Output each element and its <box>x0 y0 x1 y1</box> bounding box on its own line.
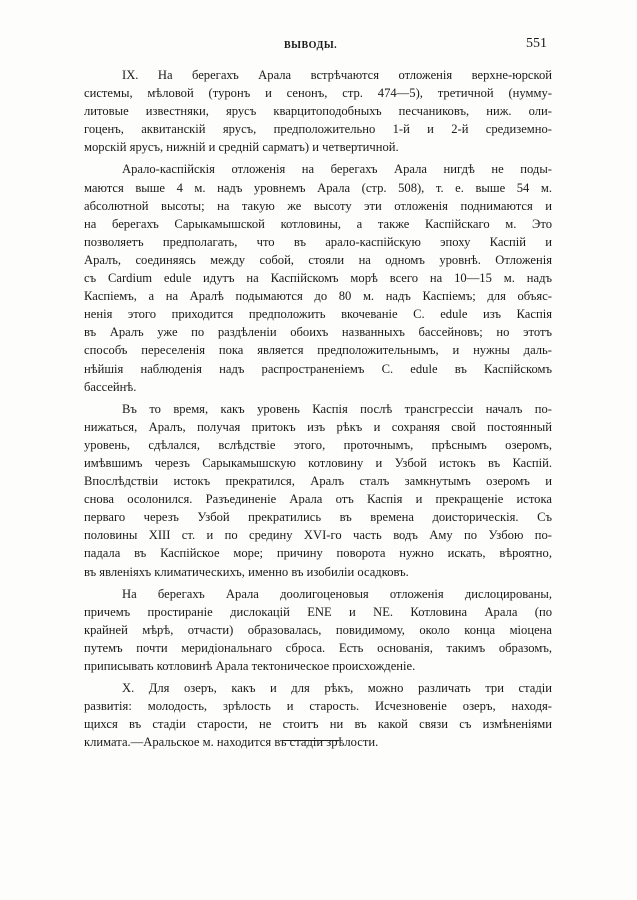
text-line: литовые известняки, ярусъ кварцитоподобныхъ песчаниковъ, ниж. оли- <box>84 104 552 119</box>
end-rule <box>283 740 339 741</box>
text-line: въ явленіяхъ климатическихъ, именно въ изобиліи осадковъ. <box>84 564 409 579</box>
text-line: абсолютной высоты; на такую же высоту эти отложенія поднимаются и <box>84 198 552 213</box>
text-line: бассейнѣ. <box>84 379 137 394</box>
text-line: снова осолонился. Разъединеніе Арала отъ Каспія и прекращеніе истока <box>84 492 552 507</box>
body-text <box>84 66 552 755</box>
text-line: На берегахъ Арала доолигоценовыя отложенія дислоцированы, <box>122 586 552 601</box>
text-line: климата.—Аральское м. находится въ стадіи зрѣлости. <box>84 735 379 750</box>
paragraph-tectonics <box>84 585 552 675</box>
text-line: приписывать котловинѣ Арала тектоническое происхожденіе. <box>84 659 416 673</box>
text-line: падала въ Каспійское море; причину поворота нужно искать, вѣроятно, <box>84 546 552 561</box>
text-line: путемъ почти меридіональнаго сброса. Есть основанія, такимъ образомъ, <box>84 640 552 655</box>
running-title: ВЫВОДЫ. <box>284 40 338 51</box>
paragraph-aral-history <box>84 400 552 581</box>
text-line: системы, мѣловой (туронъ и сенонъ, стр. 474—5), третичной (нумму- <box>84 86 552 101</box>
text-line: способъ переселенія пока является предположительнымъ, и нужны даль- <box>84 343 552 358</box>
text-line: морскій ярусъ, нижній и средній сарматъ) и четвертичной. <box>84 140 399 155</box>
paragraph-ix-geology <box>84 66 552 156</box>
text-line: причемъ простираніе дислокацій ENE и NE. Котловина Арала (по <box>84 604 552 619</box>
text-line: Аралъ, соединяясь между собой, стояли на одномъ уровнѣ. Отложенія <box>84 252 552 267</box>
text-line: нижаться, Аралъ, получая притокъ изъ рѣкъ и сохраняя свой постоянный <box>84 419 552 434</box>
text-line: позволяетъ предполагать, что въ арало-каспійскую эпоху Каспій и <box>84 234 552 249</box>
text-line: IX. На берегахъ Арала встрѣчаются отложенія верхне-юрской <box>122 68 552 82</box>
text-line: Каспіемъ, а на Аралѣ подымаются до 80 м. надъ Каспіемъ; для объяс- <box>84 289 552 304</box>
text-line: Въ то время, какъ уровень Каспія послѣ трансгрессіи началъ по- <box>122 401 552 416</box>
text-line: половины XIII ст. и по средину XVI-го часть водъ Аму по Узбою по- <box>84 528 552 543</box>
paragraph-aral-caspian-deposits <box>84 160 552 395</box>
text-line: нѣйшія наблюденія надъ распространеніемъ C. edule въ Каспійскомъ <box>84 361 552 376</box>
text-line: гоценъ, аквитанскій ярусъ, предположительно 1-й и 2-й средиземно- <box>84 122 552 137</box>
text-line: маются выше 4 м. надъ уровнемъ Арала (стр. 508), т. е. выше 54 м. <box>84 180 552 195</box>
text-line: развитія: молодость, зрѣлость и старость. Исчезновеніе озеръ, находя- <box>84 699 552 714</box>
text-line: крайней мѣрѣ, отчасти) образовалась, повидимому, около конца міоцена <box>84 622 552 637</box>
text-line: имѣвшимъ черезъ Сарыкамышскую котловину и Узбой истокъ въ Каспій. <box>84 455 552 470</box>
page-number: 551 <box>526 36 547 51</box>
text-line: X. Для озеръ, какъ и для рѣкъ, можно различать три стадіи <box>122 681 552 696</box>
text-line: Впослѣдствіи истокъ прекратился, Аралъ сталъ замкнутымъ озеромъ и <box>84 474 552 489</box>
text-line: Арало-каспійскія отложенія на берегахъ Арала нигдѣ не поды- <box>122 162 552 177</box>
text-line: перваго черезъ Узбой прекратились въ времена доисторическія. Съ <box>84 510 552 525</box>
text-line: ненія этого приходится предположить вкочеваніе C. edule изъ Каспія <box>84 307 552 322</box>
text-line: съ Cardium edule идутъ на Каспійскомъ морѣ всего на 10—15 м. надъ <box>84 271 552 286</box>
text-line: уровень, сдѣлался, вслѣдствіе этого, проточнымъ, прѣснымъ озеромъ, <box>84 437 552 452</box>
text-line: въ Аралъ уже по раздѣленіи обоихъ названныхъ бассейновъ; но этотъ <box>84 325 552 340</box>
text-line: щихся въ стадіи старости, не стоитъ ни въ какой связи съ измѣненіями <box>84 717 552 732</box>
text-line: на берегахъ Сарыкамышской котловины, а также Каспійскаго м. Это <box>84 216 552 231</box>
